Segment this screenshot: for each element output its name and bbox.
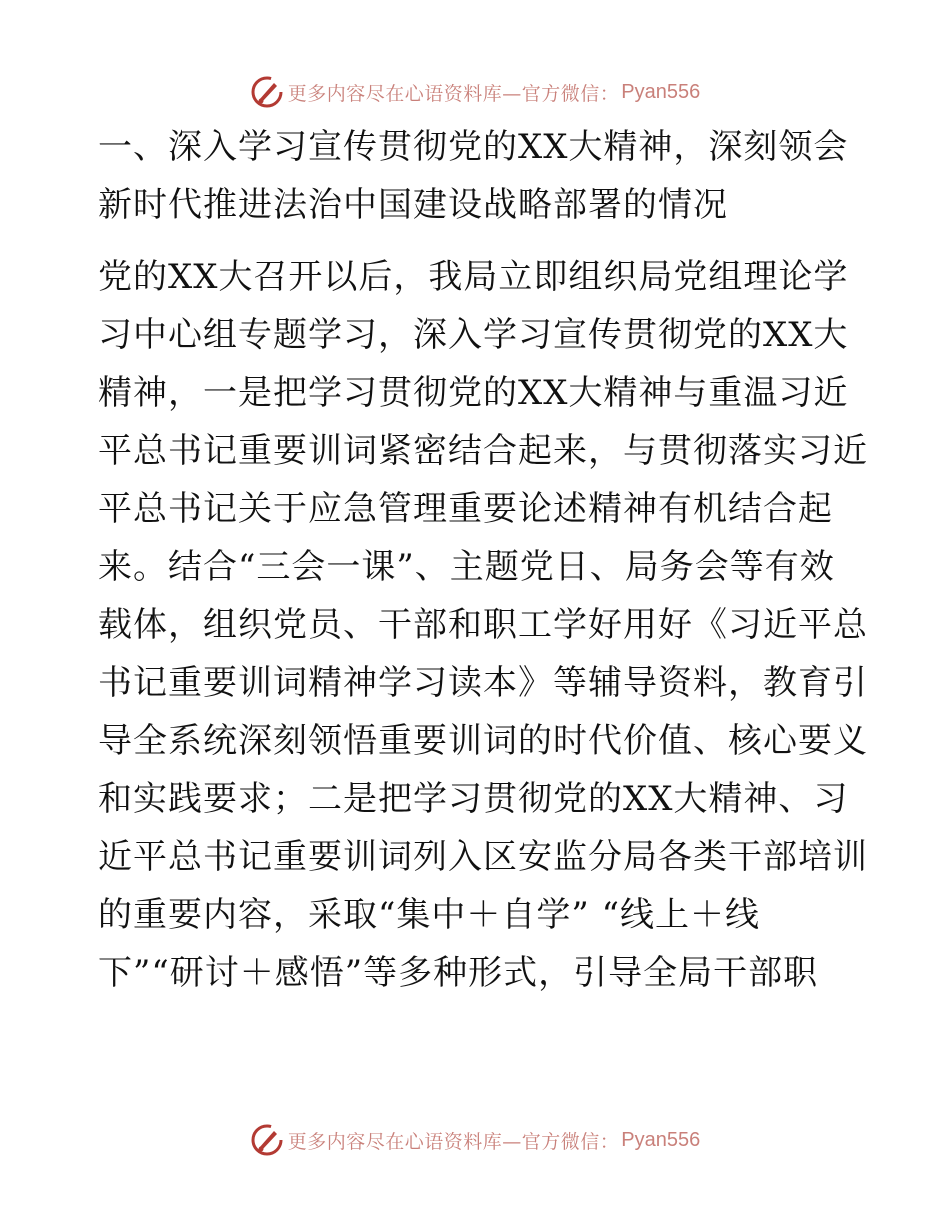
- paragraph-line: 平总书记关于应急管理重要论述精神有机结合起: [98, 489, 833, 529]
- paragraph-line: 习中心组专题学习，深入学习宣传贯彻党的XX大: [98, 315, 849, 355]
- paragraph-line: 导全系统深刻领悟重要训词的时代价值、核心要义: [98, 721, 868, 761]
- paragraph-line: 平总书记重要训词紧密结合起来，与贯彻落实习近: [98, 431, 868, 471]
- brush-logo-icon: [250, 1123, 284, 1157]
- section-heading: [98, 118, 858, 234]
- document-body: [98, 118, 868, 1002]
- paragraph-line: 书记重要训词精神学习读本》等辅导资料，教育引: [98, 663, 868, 703]
- footer-watermark: [0, 1120, 950, 1160]
- paragraph-line: 来。结合“三会一课”、主题党日、局务会等有效: [98, 547, 835, 587]
- header-watermark: [0, 72, 950, 112]
- paragraph-line: 的重要内容，采取“集中＋自学” “线上＋线: [98, 895, 760, 935]
- watermark-account: Pyan556: [621, 80, 701, 103]
- brush-logo-icon: [250, 75, 284, 109]
- heading-line: 新时代推进法治中国建设战略部署的情况: [98, 185, 728, 225]
- body-paragraph: [98, 248, 868, 1002]
- heading-line: 一、深入学习宣传贯彻党的XX大精神，深刻领会: [98, 127, 849, 167]
- paragraph-line: 和实践要求；二是把学习贯彻党的XX大精神、习: [98, 779, 849, 819]
- paragraph-line: 近平总书记重要训词列入区安监分局各类干部培训: [98, 837, 868, 877]
- paragraph-line: 党的XX大召开以后，我局立即组织局党组理论学: [98, 257, 849, 297]
- watermark-account: Pyan556: [621, 1128, 701, 1151]
- watermark-text: 更多内容尽在心语资料库—官方微信：: [287, 1130, 620, 1153]
- watermark-text: 更多内容尽在心语资料库—官方微信：: [287, 82, 620, 105]
- paragraph-line: 载体，组织党员、干部和职工学好用好《习近平总: [98, 605, 868, 645]
- paragraph-line: 下”“研讨＋感悟”等多种形式，引导全局干部职: [98, 953, 819, 993]
- paragraph-line: 精神，一是把学习贯彻党的XX大精神与重温习近: [98, 373, 849, 413]
- paragraph-gap: [98, 234, 858, 248]
